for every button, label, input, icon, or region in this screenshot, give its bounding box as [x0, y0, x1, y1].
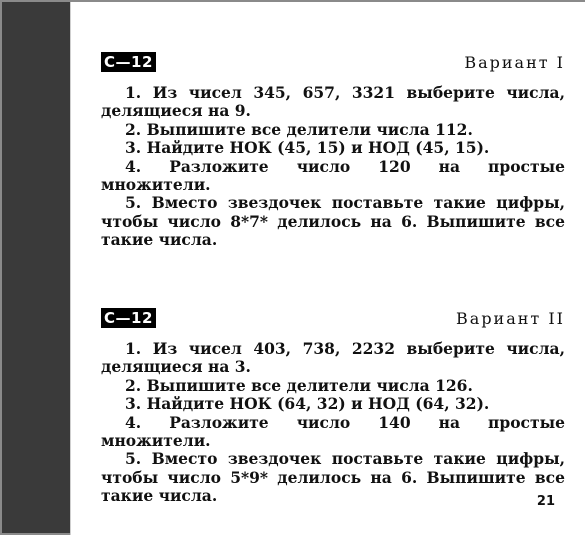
section-badge: С—12 — [101, 52, 156, 72]
variant-title: Вариант II — [456, 309, 565, 328]
exercise-item: 2. Выпишите все делители числа 112. — [125, 119, 473, 139]
variant-2-section — [101, 308, 565, 506]
exercise-item: 4. Разложите число 120 на простые множители. — [101, 156, 565, 195]
variant-1-section — [101, 52, 565, 250]
variant-title: Вариант I — [464, 53, 565, 72]
page-number: 21 — [536, 494, 555, 509]
exercise-item: 5. Вместо звездочек поставьте такие цифры, чтобы число 8*7* делилось на 6. Выпишите все такие числа. — [101, 193, 565, 250]
exercise-item: 4. Разложите число 140 на простые множители. — [101, 412, 565, 451]
variant-2-header — [101, 308, 565, 332]
exercise-list — [101, 84, 565, 250]
exercise-list — [101, 340, 565, 506]
exercise-item: 1. Из чисел 345, 657, 3321 выберите числа, делящиеся на 9. — [101, 83, 565, 121]
book-page — [70, 2, 585, 535]
section-badge: С—12 — [101, 308, 156, 328]
exercise-item: 5. Вместо звездочек поставьте такие цифры, чтобы число 5*9* делилось на 6. Выпишите все такие числа. — [101, 449, 565, 506]
exercise-item: 3. Найдите НОК (64, 32) и НОД (64, 32). — [125, 394, 490, 414]
exercise-item: 2. Выпишите все делители числа 126. — [125, 375, 473, 395]
variant-1-header — [101, 52, 565, 76]
viewer-background — [2, 2, 583, 533]
exercise-item: 3. Найдите НОК (45, 15) и НОД (45, 15). — [125, 138, 490, 158]
exercise-item: 1. Из чисел 403, 738, 2232 выберите числа, делящиеся на 3. — [101, 339, 565, 377]
